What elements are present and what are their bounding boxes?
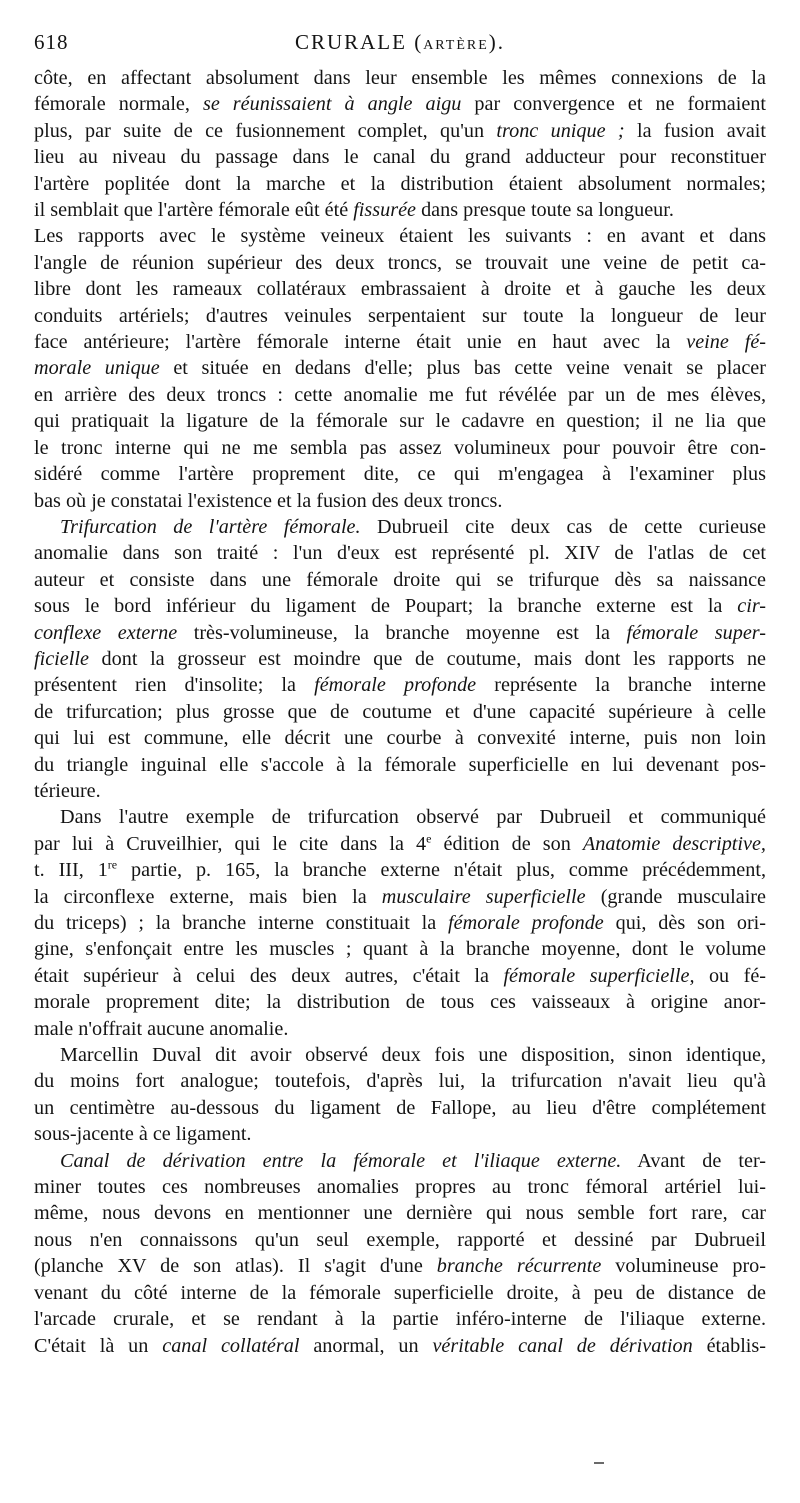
running-head: [0, 30, 800, 55]
text-line: la circonflexe externe, mais bien la musculaire superficielle (grande musculaire: [34, 885, 766, 908]
text-line: sidéré comme l'artère proprement dite, ce qui m'engagea à l'examiner plus: [34, 463, 766, 486]
paragraph-trifurcation-body: [34, 540, 766, 804]
running-head-title: CRURALE (: [294, 30, 424, 54]
text-line: même, nous devons en mentionner une dernière qui nous semble fort rare, car: [34, 1202, 766, 1225]
text-line: miner toutes ces nombreuses anomalies propres au tronc fémoral artériel lui-: [34, 1176, 766, 1199]
text-line: térieure.: [34, 779, 101, 802]
section-heading: Canal de dérivation entre la fémorale et l'iliaque externe.: [60, 1149, 622, 1172]
text-line: anomalie dans son traité : l'un d'eux est représenté pl. XIV de l'atlas de cet: [34, 542, 766, 565]
page-header: [0, 26, 800, 62]
text-line: bas où je constatai l'existence et la fusion des deux troncs.: [34, 489, 503, 512]
text-line: de trifurcation; plus grosse que de coutume et d'une capacité supérieure à celle: [34, 700, 766, 723]
text-line: lieu au niveau du passage dans le canal du grand adducteur pour reconstituer: [34, 146, 766, 169]
running-head-close: ).: [488, 30, 506, 54]
text-line: le tronc interne qui ne me sembla pas assez volumineux pour pouvoir être con-: [34, 436, 766, 459]
paragraph-duval-body: [34, 1068, 766, 1147]
text-line: C'était là un canal collatéral anormal, un véritable canal de dérivation établis-: [34, 1334, 766, 1357]
printer-mark: [594, 1462, 604, 1464]
running-head-subtitle: ARTÈRE: [423, 38, 489, 53]
text-line: il semblait que l'artère fémorale eût été fissurée dans presque toute sa longueur.: [34, 199, 674, 222]
text-line: plus, par suite de ce fusionnement complet, qu'un tronc unique ; la fusion avait: [34, 119, 766, 142]
paragraph-fusion-case: [34, 65, 766, 223]
text-line: qui pratiquait la ligature de la fémorale sur le cadavre en question; il ne lia que: [34, 410, 766, 433]
text-line: fémorale normale, se réunissaient à angle aigu par convergence et ne formaient: [34, 93, 767, 116]
text-line: côte, en affectant absolument dans leur ensemble les mêmes connexions de la: [34, 67, 766, 89]
paragraph-second-example: [34, 804, 766, 830]
text-line: Marcellin Duval dit avoir observé deux fois une disposition, sinon identique,: [60, 1044, 766, 1067]
text-line: du triceps) ; la branche interne constituait la fémorale profonde qui, dès son ori-: [34, 912, 766, 934]
text-line: Dans l'autre exemple de trifurcation observé par Dubrueil et communiqué: [60, 806, 766, 829]
text-line: male n'offrait aucune anomalie.: [34, 1017, 289, 1040]
text-line: qui lui est commune, elle décrit une courbe à convexité interne, puis non loin: [34, 727, 766, 750]
text-line: morale proprement dite; la distribution de tous ces vaisseaux à origine anor-: [34, 991, 766, 1014]
text-line: l'artère poplitée dont la marche et la distribution étaient absolument normales;: [34, 172, 766, 195]
text-line: par lui à Cruveilhier, qui le cite dans la 4e édition de son Anatomie descriptive,: [34, 831, 766, 855]
text-line: sous-jacente à ce ligament.: [34, 1123, 252, 1146]
text-line: ficielle dont la grosseur est moindre que de coutume, mais dont les rapports ne: [34, 647, 766, 670]
paragraph-second-example-body: [34, 831, 766, 1042]
paragraph-duval: [34, 1042, 766, 1068]
text-line: conflexe externe très-volumineuse, la branche moyenne est la fémorale super-: [34, 621, 766, 644]
text-line: auteur et consiste dans une fémorale droite qui se trifurque dès sa naissance: [34, 568, 766, 591]
text-line: un centimètre au-dessous du ligament de Fallope, au lieu d'être complétement: [34, 1096, 766, 1119]
text-line: venant du côté interne de la fémorale superficielle droite, à peu de distance de: [34, 1281, 766, 1304]
body-text: [34, 65, 766, 1359]
text-line: présentent rien d'insolite; la fémorale profonde représente la branche interne: [34, 674, 766, 697]
page-number: 618: [34, 30, 69, 54]
text-line: (planche XV de son atlas). Il s'agit d'une branche récurrente volumineuse pro-: [34, 1255, 766, 1278]
text-line: du moins fort analogue; toutefois, d'après lui, la trifurcation n'avait lieu qu'à: [34, 1070, 766, 1093]
text-line: sous le bord inférieur du ligament de Poupart; la branche externe est la cir-: [34, 595, 766, 618]
text-line: morale unique et située en dedans d'elle; plus bas cette veine venait se placer: [34, 357, 766, 380]
text-line: en arrière des deux troncs : cette anomalie me fut révélée par un de mes élèves,: [34, 383, 766, 406]
text-line: Trifurcation de l'artère fémorale. Dubrueil cite deux cas de cette curieuse: [60, 515, 767, 538]
text-line: nous n'en connaissons qu'un seul exemple, rapporté et dessiné par Dubrueil: [34, 1228, 766, 1251]
section-heading: Trifurcation de l'artère fémorale.: [60, 515, 361, 538]
text-line: était supérieur à celui des deux autres, c'était la fémorale superficielle, ou fé-: [34, 964, 766, 987]
text-line: Les rapports avec le système veineux étaient les suivants : en avant et dans: [34, 225, 766, 248]
paragraph-trifurcation: [34, 514, 766, 540]
paragraph-derivation-canal: [34, 1148, 766, 1174]
text-line: gine, s'enfonçait entre les muscles ; quant à la branche moyenne, dont le volume: [34, 938, 766, 961]
text-line: conduits artériels; d'autres veinules serpentaient sur toute la longueur de leur: [34, 304, 766, 327]
text-line: l'angle de réunion supérieur des deux troncs, se trouvait une veine de petit ca-: [34, 251, 766, 274]
paragraph-venous-relations: [34, 223, 766, 513]
text-line: face antérieure; l'artère fémorale interne était unie en haut avec la veine fé-: [34, 331, 767, 354]
text-line: t. III, 1re partie, p. 165, la branche externe n'était plus, comme précédemment,: [34, 857, 766, 882]
paragraph-derivation-canal-body: [34, 1174, 766, 1359]
text-line: du triangle inguinal elle s'accole à la fémorale superficielle en lui devenant pos-: [34, 753, 766, 776]
text-line: Canal de dérivation entre la fémorale et l'iliaque externe. Avant de ter-: [60, 1149, 766, 1172]
text-line: libre dont les rameaux collatéraux embrassaient à droite et à gauche les deux: [34, 278, 766, 301]
text-line: l'arcade crurale, et se rendant à la partie inféro-interne de l'iliaque externe.: [34, 1308, 766, 1331]
